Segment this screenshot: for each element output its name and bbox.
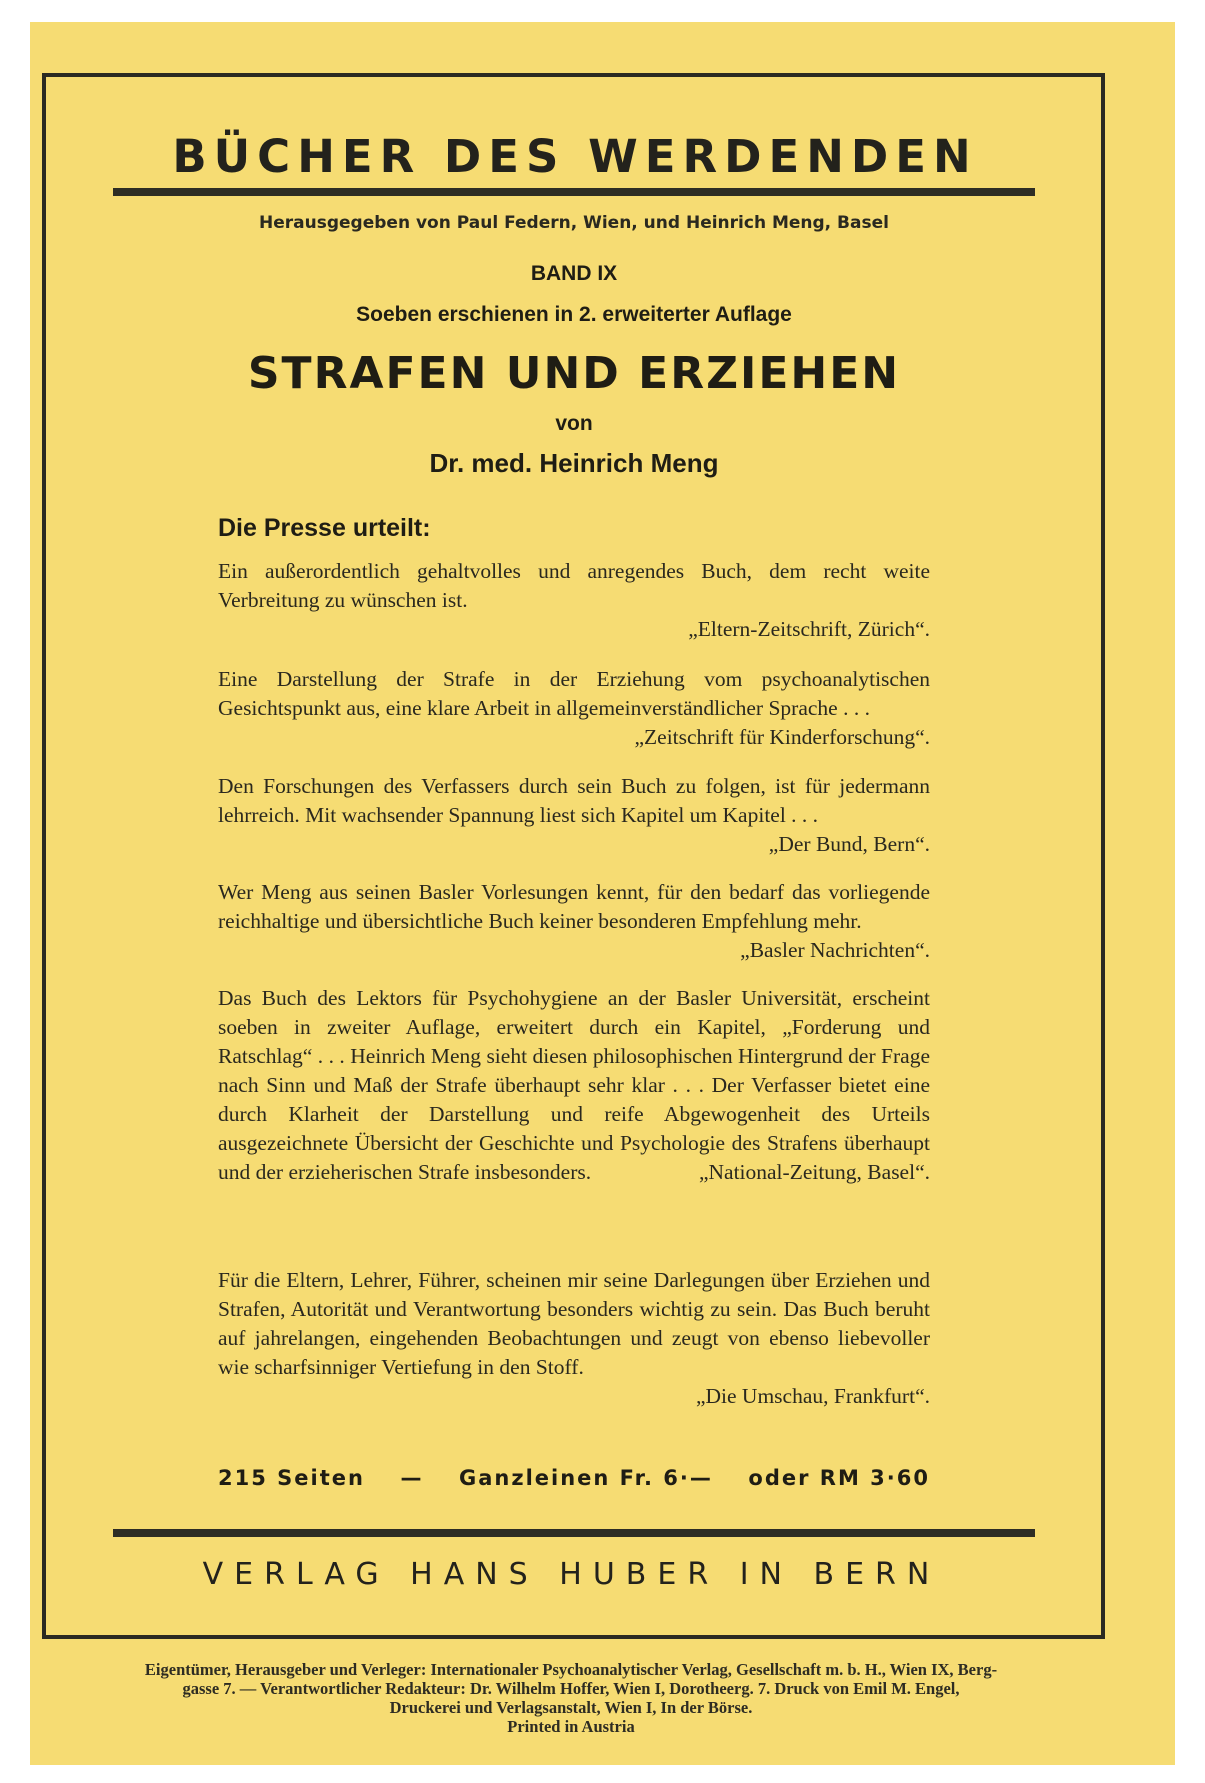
edition-note: Soeben erschienen in 2. erweiterter Auflage [356,303,792,326]
review-source: „Basler Nachrichten“. [740,938,930,962]
editors-line: Herausgegeben von Paul Federn, Wien, und Heinrich Meng, Basel [259,213,889,233]
review-2 [218,665,930,752]
review-3 [218,772,930,859]
price-line [218,1466,930,1490]
imprint-line: gasse 7. — Verantwortlicher Redakteur: Dr. Wilhelm Hoffer, Wien I, Dorotheerg. 7. Druck von Emil M. Engel, [182,1679,960,1698]
page-count: 215 Seiten [218,1466,365,1490]
review-source: „Die Umschau, Frankfurt“. [695,1384,930,1408]
imprint-line: Eigentümer, Herausgeber und Verleger: Internationaler Psychoanalytischer Verlag, Gesellschaft m. b. H., Wien IX, Berg- [144,1660,998,1679]
review-text: Ein außerordentlich gehaltvolles und anregendes Buch, dem recht weite Verbreitung zu wünschen ist. [218,559,930,612]
review-source: „National-Zeitung, Basel“. [698,1160,930,1184]
series-title-rule [113,188,1035,196]
review-5 [218,984,930,1187]
band-number: BAND IX [530,262,618,285]
review-text: Eine Darstellung der Strafe in der Erziehung vom psychoanalytischen Gesichtspunkt aus, eine klare Arbeit in allgemeinverständlicher Sprache . . . [218,667,930,720]
review-source: „Zeitschrift für Kinderforschung“. [634,725,930,749]
book-title: STRAFEN UND ERZIEHEN [247,348,901,399]
review-4 [218,878,930,965]
publisher-name: VERLAG HANS HUBER IN BERN [202,1557,941,1592]
review-6 [218,1266,930,1411]
imprint-line: Printed in Austria [507,1717,635,1736]
review-text: Den Forschungen des Verfassers durch sein Buch zu folgen, ist für jedermann lehrreich. Mit wachsender Spannung liest sich Kapitel um Kapitel . . . [218,774,930,827]
publisher-rule [113,1529,1035,1537]
price-alt: oder RM 3·60 [748,1466,930,1490]
review-1 [218,557,930,644]
review-text: Für die Eltern, Lehrer, Führer, scheinen mir seine Darlegungen über Erziehen und Strafen, Autorität und Verantwortung besonders wichtig zu sein. Das Buch beruht auf jahrelangen, eingehenden Beobachtungen und zeugt von ebenso liebevoller wie scharfsinniger Vertiefung in den Stoff. [218,1268,930,1379]
by-word: von [555,412,593,435]
imprint [40,1660,1102,1736]
price-binding: Ganzleinen Fr. 6·— [458,1466,713,1490]
price-dash: — [400,1466,424,1490]
author-name: Dr. med. Heinrich Meng [429,448,719,478]
press-heading: Die Presse urteilt: [218,514,431,542]
review-source: „Der Bund, Bern“. [768,832,930,856]
review-text: Wer Meng aus seinen Basler Vorlesungen kennt, für den bedarf das vorliegende reichhaltige und übersichtliche Buch keiner besonderen Empfehlung mehr. [218,880,930,933]
review-text: Das Buch des Lektors für Psychohygiene an der Basler Universität, erscheint soeben in zweiter Auflage, erweitert durch ein Kapitel, „Forderung und Ratschlag“ . . . Heinrich Meng sieht diesen philosophischen Hintergrund der Frage nach Sinn und Maß der Strafe überhaupt sehr klar . . . Der Verfasser bietet eine durch Klarheit der Darstellung und reife Abgewogenheit des Urteils ausgezeichnete Übersicht der Geschichte und Psychologie des Strafens überhaupt und der erzieherischen Strafe insbesonders. [218,986,930,1184]
imprint-line: Druckerei und Verlagsanstalt, Wien I, In der Börse. [389,1698,753,1717]
series-title: BÜCHER DES WERDENDEN [172,130,978,183]
review-source: „Eltern-Zeitschrift, Zürich“. [688,617,930,641]
